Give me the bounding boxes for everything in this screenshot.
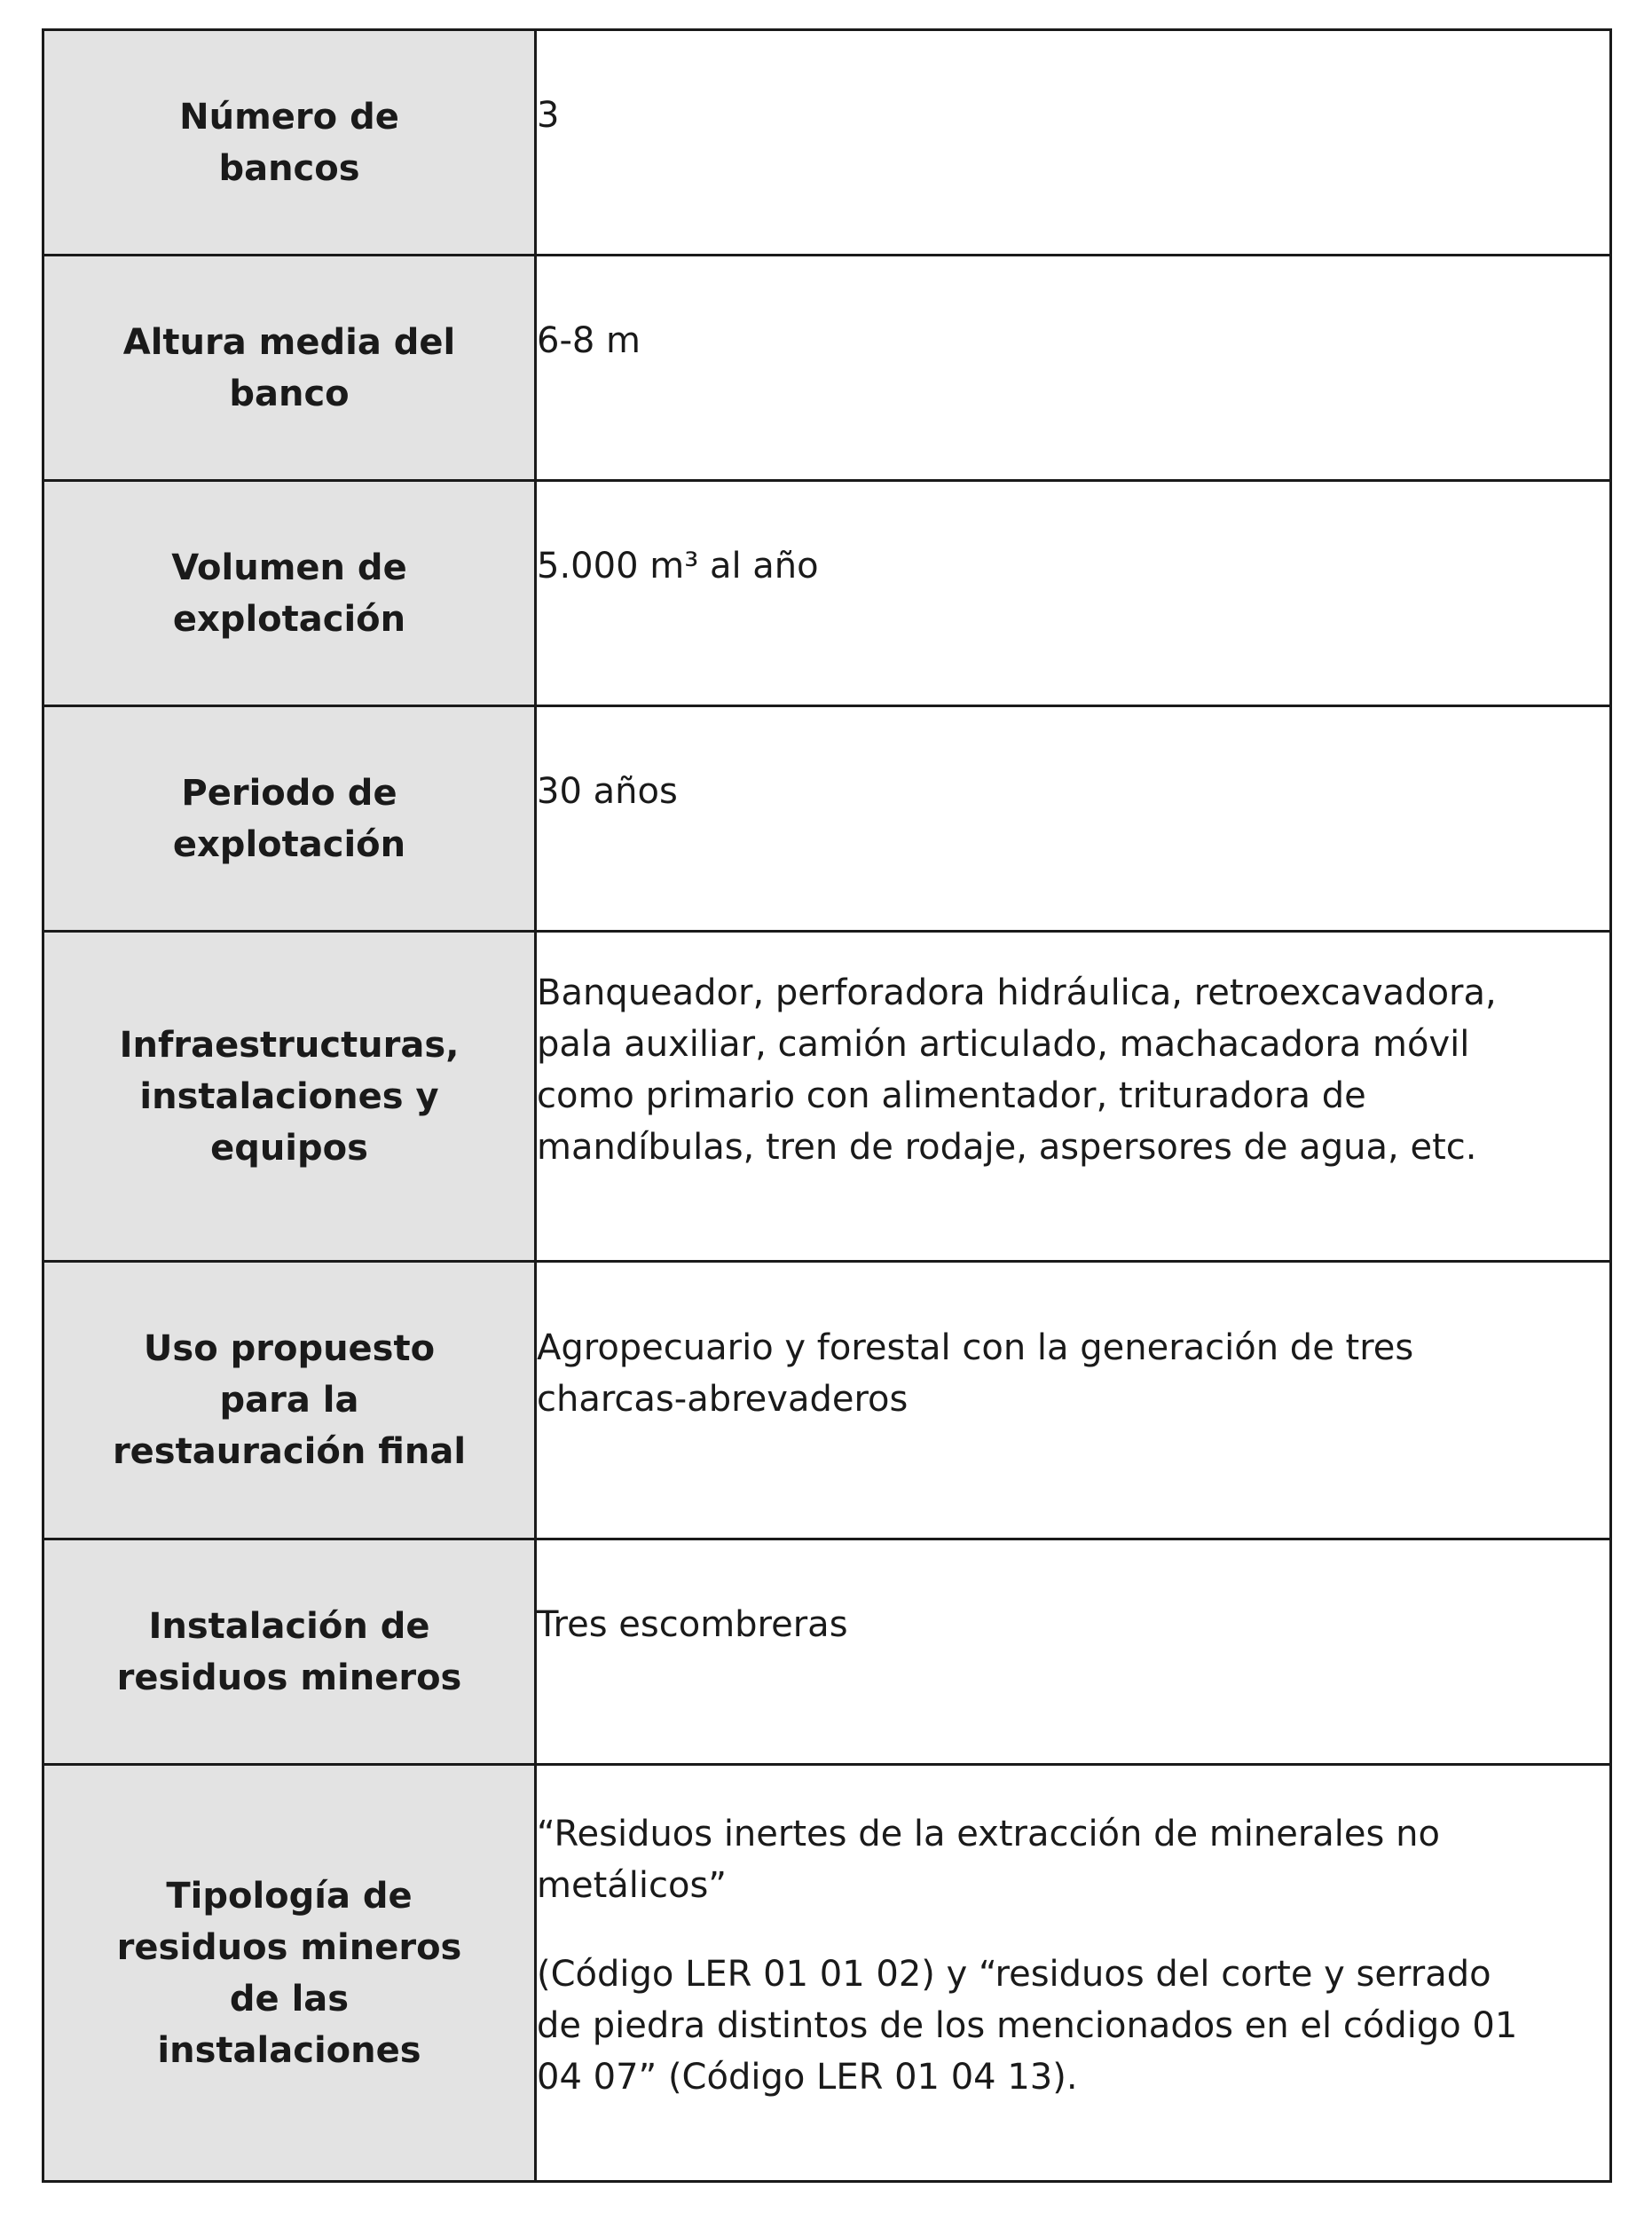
row-label-cell	[43, 256, 536, 481]
row-label-cell	[43, 481, 536, 706]
row-value-cell	[536, 706, 1611, 932]
row-label: Infraestructuras, instalaciones y equipos	[119, 1024, 460, 1169]
row-value-cell	[536, 30, 1611, 256]
table-row	[43, 256, 1611, 481]
row-label: Volumen de explotación	[171, 547, 407, 640]
row-value-paragraph: (Código LER 01 01 02) y “residuos del corte y serrado de piedra distintos de los mencionados en el código 01 04 07” (Código LER 01 04 13).	[537, 1953, 1518, 2098]
row-label-cell	[43, 706, 536, 932]
row-label: Número de bancos	[179, 96, 399, 189]
row-label: Instalación de residuos mineros	[116, 1605, 462, 1698]
row-value-cell	[536, 1765, 1611, 2182]
table-row	[43, 30, 1611, 256]
row-value-cell	[536, 932, 1611, 1262]
table-row	[43, 481, 1611, 706]
row-label-cell	[43, 932, 536, 1262]
table-row	[43, 1262, 1611, 1539]
row-label: Tipología de residuos mineros de las instalaciones	[116, 1875, 462, 2071]
project-characteristics-table	[42, 28, 1612, 2183]
row-value-cell	[536, 256, 1611, 481]
row-value: 3	[537, 94, 560, 136]
table-row	[43, 706, 1611, 932]
row-value: 30 años	[537, 770, 678, 812]
table-row	[43, 1765, 1611, 2182]
row-label-cell	[43, 1262, 536, 1539]
row-value-cell	[536, 1262, 1611, 1539]
row-label-cell	[43, 1765, 536, 2182]
row-value: 5.000 m³ al año	[537, 545, 819, 587]
row-label-cell	[43, 1539, 536, 1765]
row-value: Tres escombreras	[537, 1603, 848, 1645]
row-label: Uso propuesto para la restauración final	[112, 1328, 467, 1472]
row-value-cell	[536, 1539, 1611, 1765]
row-value: Banqueador, perforadora hidráulica, retroexcavadora, pala auxiliar, camión articulado, machacadora móvil como primario con alimentador, trituradora de mandíbulas, tren de rodaje, aspersores de agua, etc.	[537, 972, 1497, 1168]
row-value: 6-8 m	[537, 319, 641, 361]
table-row	[43, 932, 1611, 1262]
row-label: Altura media del banco	[122, 321, 456, 414]
row-value-paragraph: “Residuos inertes de la extracción de minerales no metálicos”	[537, 1813, 1440, 1906]
row-label: Periodo de explotación	[172, 772, 406, 865]
row-value: Agropecuario y forestal con la generación de tres charcas-abrevaderos	[537, 1327, 1414, 1420]
table-row	[43, 1539, 1611, 1765]
row-label-cell	[43, 30, 536, 256]
row-value-cell	[536, 481, 1611, 706]
